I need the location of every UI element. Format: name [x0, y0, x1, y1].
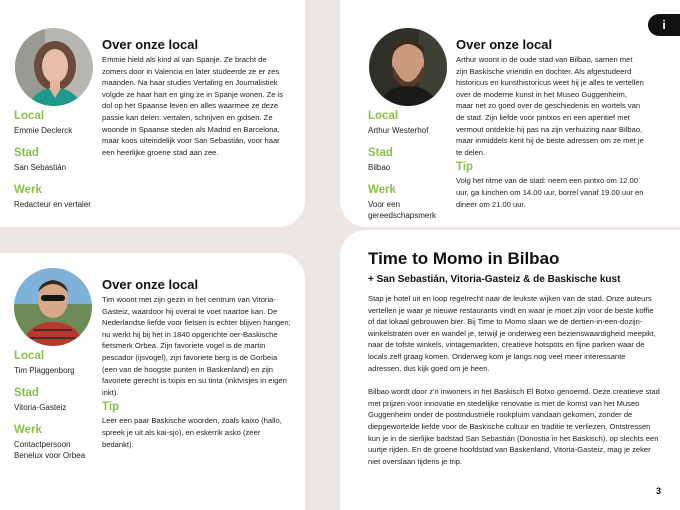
werk-value: Redacteur en vertaler: [14, 200, 91, 209]
local-name: Tim Plaggenborg: [14, 366, 75, 375]
avatar-arthur: [369, 28, 447, 106]
stad-value: Vitoria-Gasteiz: [14, 403, 67, 412]
bio-arthur: [456, 37, 644, 210]
info-column-emmie: [14, 110, 94, 221]
local-label: Local: [368, 110, 399, 122]
bio-heading: Over onze local: [456, 37, 553, 52]
tip-label: Tip: [456, 161, 474, 174]
stad-label: Stad: [14, 147, 39, 159]
avatar-emmie: [15, 28, 93, 106]
local-label: Local: [14, 110, 45, 122]
stad-label: Stad: [368, 147, 393, 159]
bio-heading: Over onze local: [102, 277, 199, 292]
article-paragraph-2: Bilbao wordt door z'n inwoners in het Baskisch El Botxo genoemd. Deze creatieve stad met prijzen voor innovatie en stedelijke renovatie is met de komst van het Museo Guggenheim onder de postindustriële rookpluim vandaan gekomen, zonder de diepgewortelde liefde voor de Baskische cultuur en traditie te verliezen. Ontstressen kun je in de sierlijke badstad San Sebastián (Donostia in het Baskisch), op slechts een uurtje rijden. En de groene hoofdstad van Baskenland, Vitoria-Gasteiz, mag je zeker niet overslaan tijdens je trip.: [368, 387, 660, 466]
bio-text: Emmie hield als kind al van Spanje. Ze bracht de zomers door in Valencia en later studeerde ze er zes maanden. Na haar studies Vertaling en Journalistiek volgde ze haar hart en ging ze in Spanje wonen. Ze is dol op het Spaanse leven en alles waarmee ze deze passie kan delen: vertalen, schrijven en gidsen. Ze woonde in Spaanse steden als Madrid en Barcelona, maar koos uiteindelijk voor San Sebastián, voor haar een heerlijke groene stad aan zee.: [102, 55, 284, 157]
stad-value: San Sebastián: [14, 163, 67, 172]
article-title: Time to Momo in Bilbao: [368, 249, 560, 268]
local-name: Arthur Westerhof: [368, 126, 429, 135]
bio-tim: [102, 277, 292, 450]
werk-value: Contactpersoon Benelux voor Orbea: [14, 440, 86, 460]
info-icon[interactable]: i: [648, 14, 680, 36]
page-number: 3: [656, 486, 662, 496]
info-column-tim: [14, 350, 94, 472]
stad-label: Stad: [14, 387, 39, 399]
local-name: Emmie Declerck: [14, 126, 73, 135]
tip-text: Leer een paar Baskische woorden, zoals kaixo (hallo, spreek je uit als kai-sjo), en eskerrik asko (zeer bedankt).: [102, 416, 282, 449]
bio-text: Tim woont met zijn gezin in het centrum van Vitoria-Gasteiz, waardoor hij overal te voet naartoe kan. De Nederlandse liefde voor fietsen is echter blijven hangen; nu werkt hij bij het in 1840 opgerichte oer-Baskische fietsmerk Orbea. Zijn favoriete vogel is de martin pescador (ijsvogel), zijn favoriete berg is de Gorbeia (een van de hoogste punten in Baskenland) en zijn favoriete gerecht is txipis en su tinta (inktvisjes in eigen inkt).: [102, 295, 291, 397]
article: [368, 249, 660, 479]
werk-label: Werk: [14, 424, 42, 436]
article-paragraph-1: Stap je hotel uit en loop regelrecht naar de leukste wijken van de stad. Onze auteurs vertellen je waar je nieuwe restaurants vindt en waar je moet zijn voor de beste koffie of dat lokaal gebrouwen bier. Bij Time to Momo slaan we de dertien-in-een-dozijn-winkelstraten over en wandel je, terwijl je onderweg een bezienswaardigheid meepikt, naar de tofste winkels, vintagemarkten, creatieve hotspots en fijne parken waar de locals zelf graag komen. Onderweg kom je langs nog veel meer interessante adressen, dus kijk goed om je heen.: [368, 294, 656, 373]
tip-label: Tip: [102, 401, 120, 414]
werk-label: Werk: [14, 184, 42, 196]
tip-text: Volg het ritme van de stad: neem een pintxo om 12.00 uur, ga lunchen om 14.00 uur, borrel vanaf 19.00 uur en dineer om 21.00 uur.: [456, 176, 644, 209]
werk-label: Werk: [368, 184, 396, 196]
bio-emmie: [102, 37, 292, 158]
local-card-emmie: [0, 0, 305, 227]
local-card-arthur: [340, 0, 680, 227]
info-column-arthur: [368, 110, 448, 232]
avatar-tim: [14, 268, 92, 346]
article-subtitle: + San Sebastián, Vitoria-Gasteiz & de Baskische kust: [368, 274, 621, 285]
werk-value: Voor een gereedschapsmerk: [368, 200, 437, 220]
local-label: Local: [14, 350, 45, 362]
local-card-tim: [0, 253, 305, 510]
bio-heading: Over onze local: [102, 37, 199, 52]
stad-value: Bilbao: [368, 163, 391, 172]
bio-text: Arthur woont in de oude stad van Bilbao, samen met zijn Baskische vriendin en dochter. Als afgestudeerd historicus en kunsthistoricus weet hij je alles te vertellen over de moderne kunst in het Museo Guggenheim, maar net zo goed over de geschiedenis en wortels van de stad. Zijn liefde voor pintxos en een aperitief met vermout ontdekte hij pas na zijn verhuizing naar Bilbao, maar inmiddels kent hij de beste adressen om ze met je te delen.: [456, 55, 644, 157]
